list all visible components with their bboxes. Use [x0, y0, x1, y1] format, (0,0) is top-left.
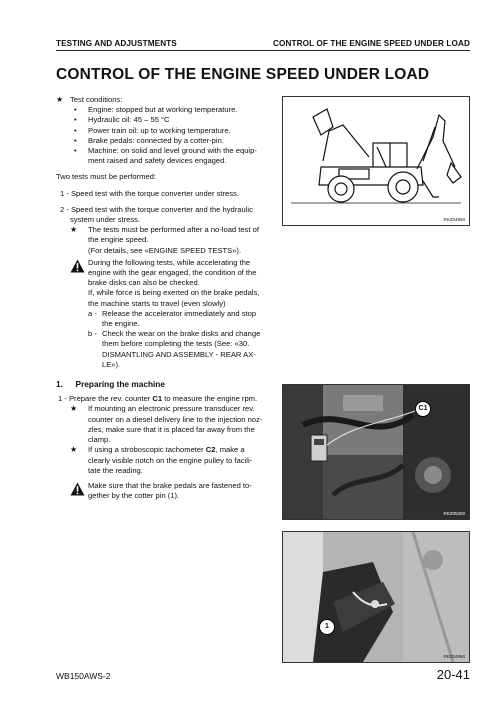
- star-icon: ★: [70, 225, 78, 235]
- test-2-line: 2 - Speed test with the torque converter and the hydraulic: [60, 204, 253, 214]
- step-1-text: 1 - Prepare the rev. counter: [58, 394, 153, 404]
- star-note-b: [56, 445, 268, 476]
- sub-item-line: Release the accelerator immediately and stop: [102, 308, 257, 318]
- star-note-a: [56, 404, 268, 445]
- condition-item: [56, 105, 268, 115]
- conditions-block: [56, 95, 268, 105]
- warning-line: Make sure that the brake pedals are fastened to-: [88, 480, 252, 490]
- note-line: clearly visible notch on the engine pulley to facili-: [88, 455, 253, 465]
- note-line: clamp.: [88, 435, 111, 445]
- conditions-label: Test conditions:: [70, 95, 123, 104]
- condition-item: [56, 146, 268, 166]
- figure-code: RKZ04950: [443, 217, 465, 222]
- engine-photo-figure: [282, 384, 470, 520]
- engine-photo: [283, 385, 469, 519]
- note-line: (For details, see «ENGINE SPEED TESTS»).: [88, 245, 242, 255]
- backhoe-loader-figure: [282, 96, 470, 226]
- header-rule: [56, 50, 470, 51]
- warning-icon: [70, 259, 85, 273]
- text-column: [56, 95, 268, 501]
- note-line: [88, 445, 268, 455]
- star-icon: ★: [70, 404, 78, 414]
- brake-pedal-photo: [283, 532, 469, 662]
- sub-item-line: Check the wear on the brake disks and change: [102, 329, 261, 339]
- warning-line: During the following tests, while accelerating the: [88, 257, 251, 267]
- section-number: 1.: [56, 379, 63, 390]
- warning-line: brake disks can also be checked.: [88, 278, 200, 288]
- page-title: CONTROL OF THE ENGINE SPEED UNDER LOAD: [56, 66, 430, 83]
- brake-pedal-figure: [282, 531, 470, 663]
- figure-code: RKZ05200: [443, 511, 465, 516]
- condition-item: [56, 115, 268, 125]
- warning-line: engine with the gear engaged, the condition of the: [88, 268, 257, 278]
- note-ref: C2: [205, 445, 216, 455]
- sub-item-a: [56, 309, 268, 329]
- sub-item-line: DISMANTLING AND ASSEMBLY - REAR AX-: [102, 349, 256, 359]
- condition-text: ment raised and safety devices engaged.: [88, 156, 227, 166]
- footer-model: WB150AWS-2: [56, 671, 111, 681]
- test-2-line: system under stress.: [70, 215, 141, 225]
- bullet-icon: •: [74, 115, 77, 125]
- header-left: TESTING AND ADJUSTMENTS: [56, 39, 177, 48]
- warning-line: gether by the cotter pin (1).: [88, 491, 180, 501]
- callout-1: 1: [319, 619, 335, 635]
- sub-item-line: them before completing the tests (See: «30.: [102, 339, 250, 349]
- page-number: 20-41: [436, 667, 470, 682]
- condition-item: [56, 126, 268, 136]
- note-line: the engine speed.: [88, 235, 149, 245]
- note-line: counter on a diesel delivery line to the injection noz-: [88, 414, 263, 424]
- warning-line: If, while force is being exerted on the brake pedals,: [88, 288, 260, 298]
- condition-text: Power train oil: up to working temperature.: [88, 125, 231, 135]
- star-icon: ★: [56, 95, 64, 104]
- backhoe-loader-drawing: [283, 97, 469, 225]
- condition-text: Machine: on solid and level ground with the equip-: [88, 146, 257, 156]
- noload-note: [56, 225, 268, 256]
- condition-text: Brake pedals: connected by a cotter-pin.: [88, 135, 224, 145]
- note-line: The tests must be performed after a no-load test of: [88, 225, 259, 235]
- star-icon: ★: [70, 445, 78, 455]
- note-text: , make a: [215, 445, 245, 455]
- note-line: zles, make sure that it is placed far away from the: [88, 424, 255, 434]
- note-line: tate the reading.: [88, 465, 143, 475]
- warning-line: the machine starts to travel (even slowly): [88, 298, 226, 308]
- note-text: If using a stroboscopic tachometer: [88, 445, 206, 455]
- header-right: CONTROL OF THE ENGINE SPEED UNDER LOAD: [273, 39, 470, 48]
- sub-item-line: the engine.: [102, 319, 140, 329]
- warning-block-2: [56, 481, 268, 501]
- section-title: Preparing the machine: [75, 379, 165, 390]
- figure-code: RKZ04960: [443, 654, 465, 659]
- sub-item-b: [56, 329, 268, 370]
- condition-item: [56, 136, 268, 146]
- step-1-ref: C1: [152, 394, 163, 404]
- bullet-icon: •: [74, 146, 77, 156]
- sub-item-line: LE»).: [102, 359, 121, 369]
- warning-block-1: [56, 258, 268, 309]
- test-2-text: [56, 205, 268, 225]
- test-1-text: 1 - Speed test with the torque converter under stress.: [60, 188, 239, 198]
- warning-icon: [70, 482, 85, 496]
- section-heading: [56, 379, 268, 389]
- two-tests-text: Two tests must be performed:: [56, 172, 157, 182]
- sub-item-marker: a -: [88, 308, 97, 318]
- note-line: If mounting an electronic pressure transducer rev.: [88, 404, 255, 414]
- bullet-icon: •: [74, 135, 77, 145]
- sub-item-marker: b -: [88, 329, 97, 339]
- bullet-icon: •: [74, 125, 77, 135]
- step-1-text: to measure the engine rpm.: [162, 394, 258, 404]
- callout-c1: C1: [415, 401, 431, 417]
- bullet-icon: •: [74, 105, 77, 115]
- step-1: [56, 394, 268, 404]
- condition-text: Hydraulic oil: 45 – 55 °C: [88, 115, 170, 125]
- condition-text: Engine: stopped but at working temperature.: [88, 105, 238, 115]
